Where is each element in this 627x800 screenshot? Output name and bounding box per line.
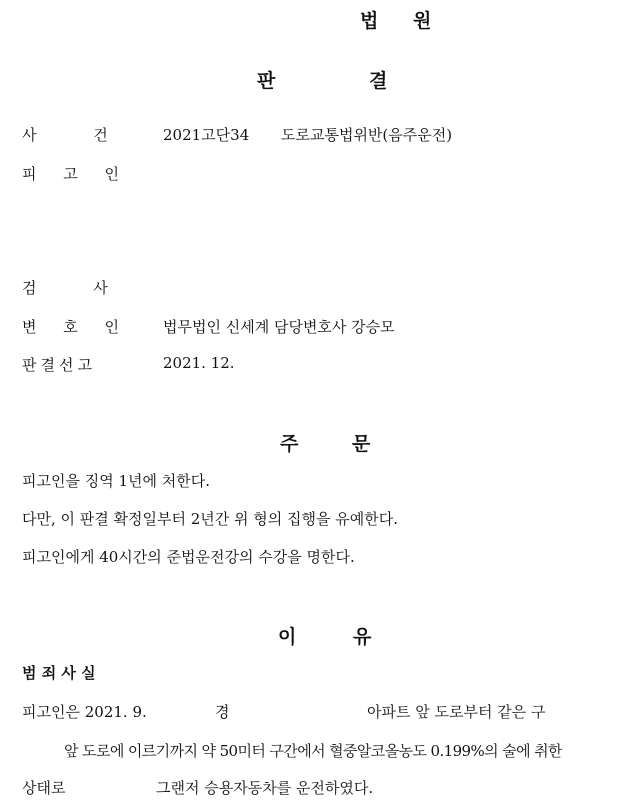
court-title: 법 원 (360, 10, 446, 32)
sentence-date-label: 판결선고 (22, 356, 96, 374)
facts-line-3b: 그랜저 승용자동차를 운전하였다. (156, 779, 374, 797)
reasons-heading-left: 이 (278, 626, 297, 648)
case-label: 사 건 (22, 126, 108, 144)
judgment-title-left: 판 (257, 70, 276, 92)
order-line-3: 피고인에게 40시간의 준법운전강의 수강을 명한다. (22, 548, 355, 566)
facts-line-3a: 상태로 (22, 779, 66, 797)
facts-line-1a: 피고인은 2021. 9. (22, 703, 147, 721)
facts-line-1b: 경 (215, 703, 230, 721)
judgment-title-right: 결 (369, 70, 388, 92)
case-number: 2021고단34 (163, 126, 250, 144)
case-name: 도로교통법위반(음주운전) (281, 126, 453, 144)
order-heading-left: 주 (280, 433, 299, 455)
defendant-label: 피 고 인 (22, 165, 120, 183)
order-heading-right: 문 (352, 433, 371, 455)
counsel-value: 법무법인 신세계 담당변호사 강승모 (163, 318, 395, 336)
crime-facts-subheading: 범 죄 사 실 (22, 664, 96, 682)
order-line-2: 다만, 이 판결 확정일부터 2년간 위 형의 집행을 유예한다. (22, 510, 399, 528)
prosecutor-label: 검 사 (22, 279, 108, 297)
reasons-heading-right: 유 (353, 626, 372, 648)
counsel-label: 변 호 인 (22, 318, 120, 336)
facts-line-2: 앞 도로에 이르기까지 약 50미터 구간에서 혈중알코올농도 0.199%의 술에 취한 (64, 742, 562, 760)
order-line-1: 피고인을 징역 1년에 처한다. (22, 472, 211, 490)
sentence-date-value: 2021. 12. (163, 354, 235, 372)
facts-line-1c: 아파트 앞 도로부터 같은 구 (367, 703, 546, 721)
